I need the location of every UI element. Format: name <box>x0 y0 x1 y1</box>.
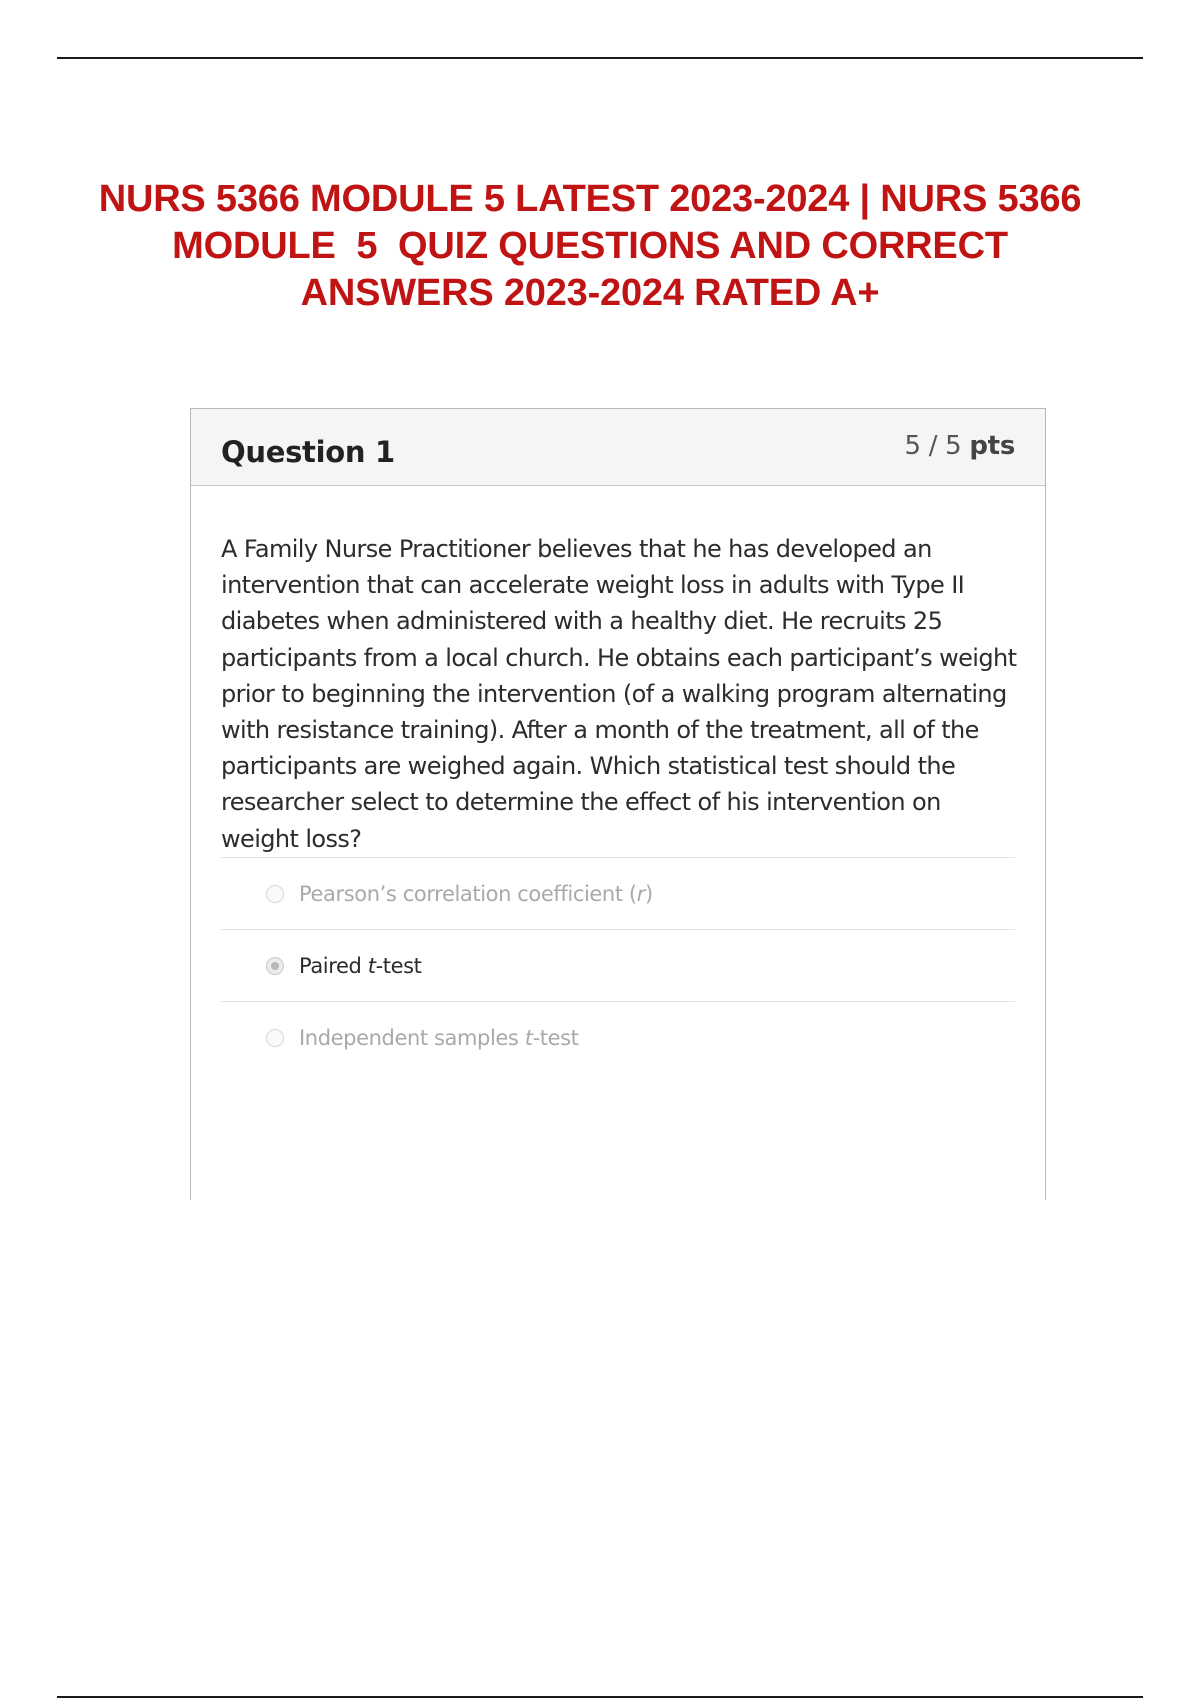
question-text: A Family Nurse Practitioner believes that he has developed an intervention that can accelerate weight loss in adults with Type II diabetes when administered with a healthy diet. He recruits 25 participants from a local church. He obtains each participant’s weight prior to beginning the intervention (of a walking program alternating with resistance training). After a month of the treatment, all of the participants are weighed again. Which statistical test should the researcher select to determine the effect of his intervention on weight loss? <box>221 535 1017 853</box>
bottom-rule <box>57 1696 1143 1698</box>
question-number: Question 1 <box>221 435 395 469</box>
answer-text-suffix: ) <box>644 882 653 906</box>
answer-label <box>299 954 422 978</box>
radio-button-icon[interactable] <box>266 885 284 903</box>
radio-selected-icon[interactable] <box>266 957 284 975</box>
answer-text-suffix: -test <box>532 1026 579 1050</box>
answer-option[interactable] <box>221 857 1015 929</box>
answer-italic-text: r <box>636 882 645 906</box>
answer-label <box>299 882 653 906</box>
answer-text-suffix: -test <box>375 954 422 978</box>
answer-list <box>221 857 1015 1073</box>
answer-italic-text: t <box>367 954 376 978</box>
answer-italic-text: t <box>524 1026 533 1050</box>
quiz-question-card <box>190 408 1046 1200</box>
score-value: 5 / 5 <box>904 431 962 461</box>
document-title <box>40 176 1140 317</box>
answer-option[interactable] <box>221 1001 1015 1073</box>
title-line-1: NURS 5366 MODULE 5 LATEST 2023-2024 | NURS 5366 <box>98 178 1082 220</box>
score-unit: pts <box>969 431 1015 461</box>
answer-text: Paired <box>299 954 368 978</box>
top-rule <box>57 57 1143 59</box>
answer-label <box>299 1026 579 1050</box>
question-header <box>191 409 1045 486</box>
radio-button-icon[interactable] <box>266 1029 284 1047</box>
title-line-3: ANSWERS 2023-2024 RATED A+ <box>300 272 880 314</box>
title-line-2: MODULE 5 QUIZ QUESTIONS AND CORRECT <box>172 225 1008 267</box>
answer-text: Pearson’s correlation coefficient ( <box>299 882 637 906</box>
question-score <box>905 431 1015 461</box>
answer-option-selected[interactable] <box>221 929 1015 1001</box>
answer-text: Independent samples <box>299 1026 525 1050</box>
